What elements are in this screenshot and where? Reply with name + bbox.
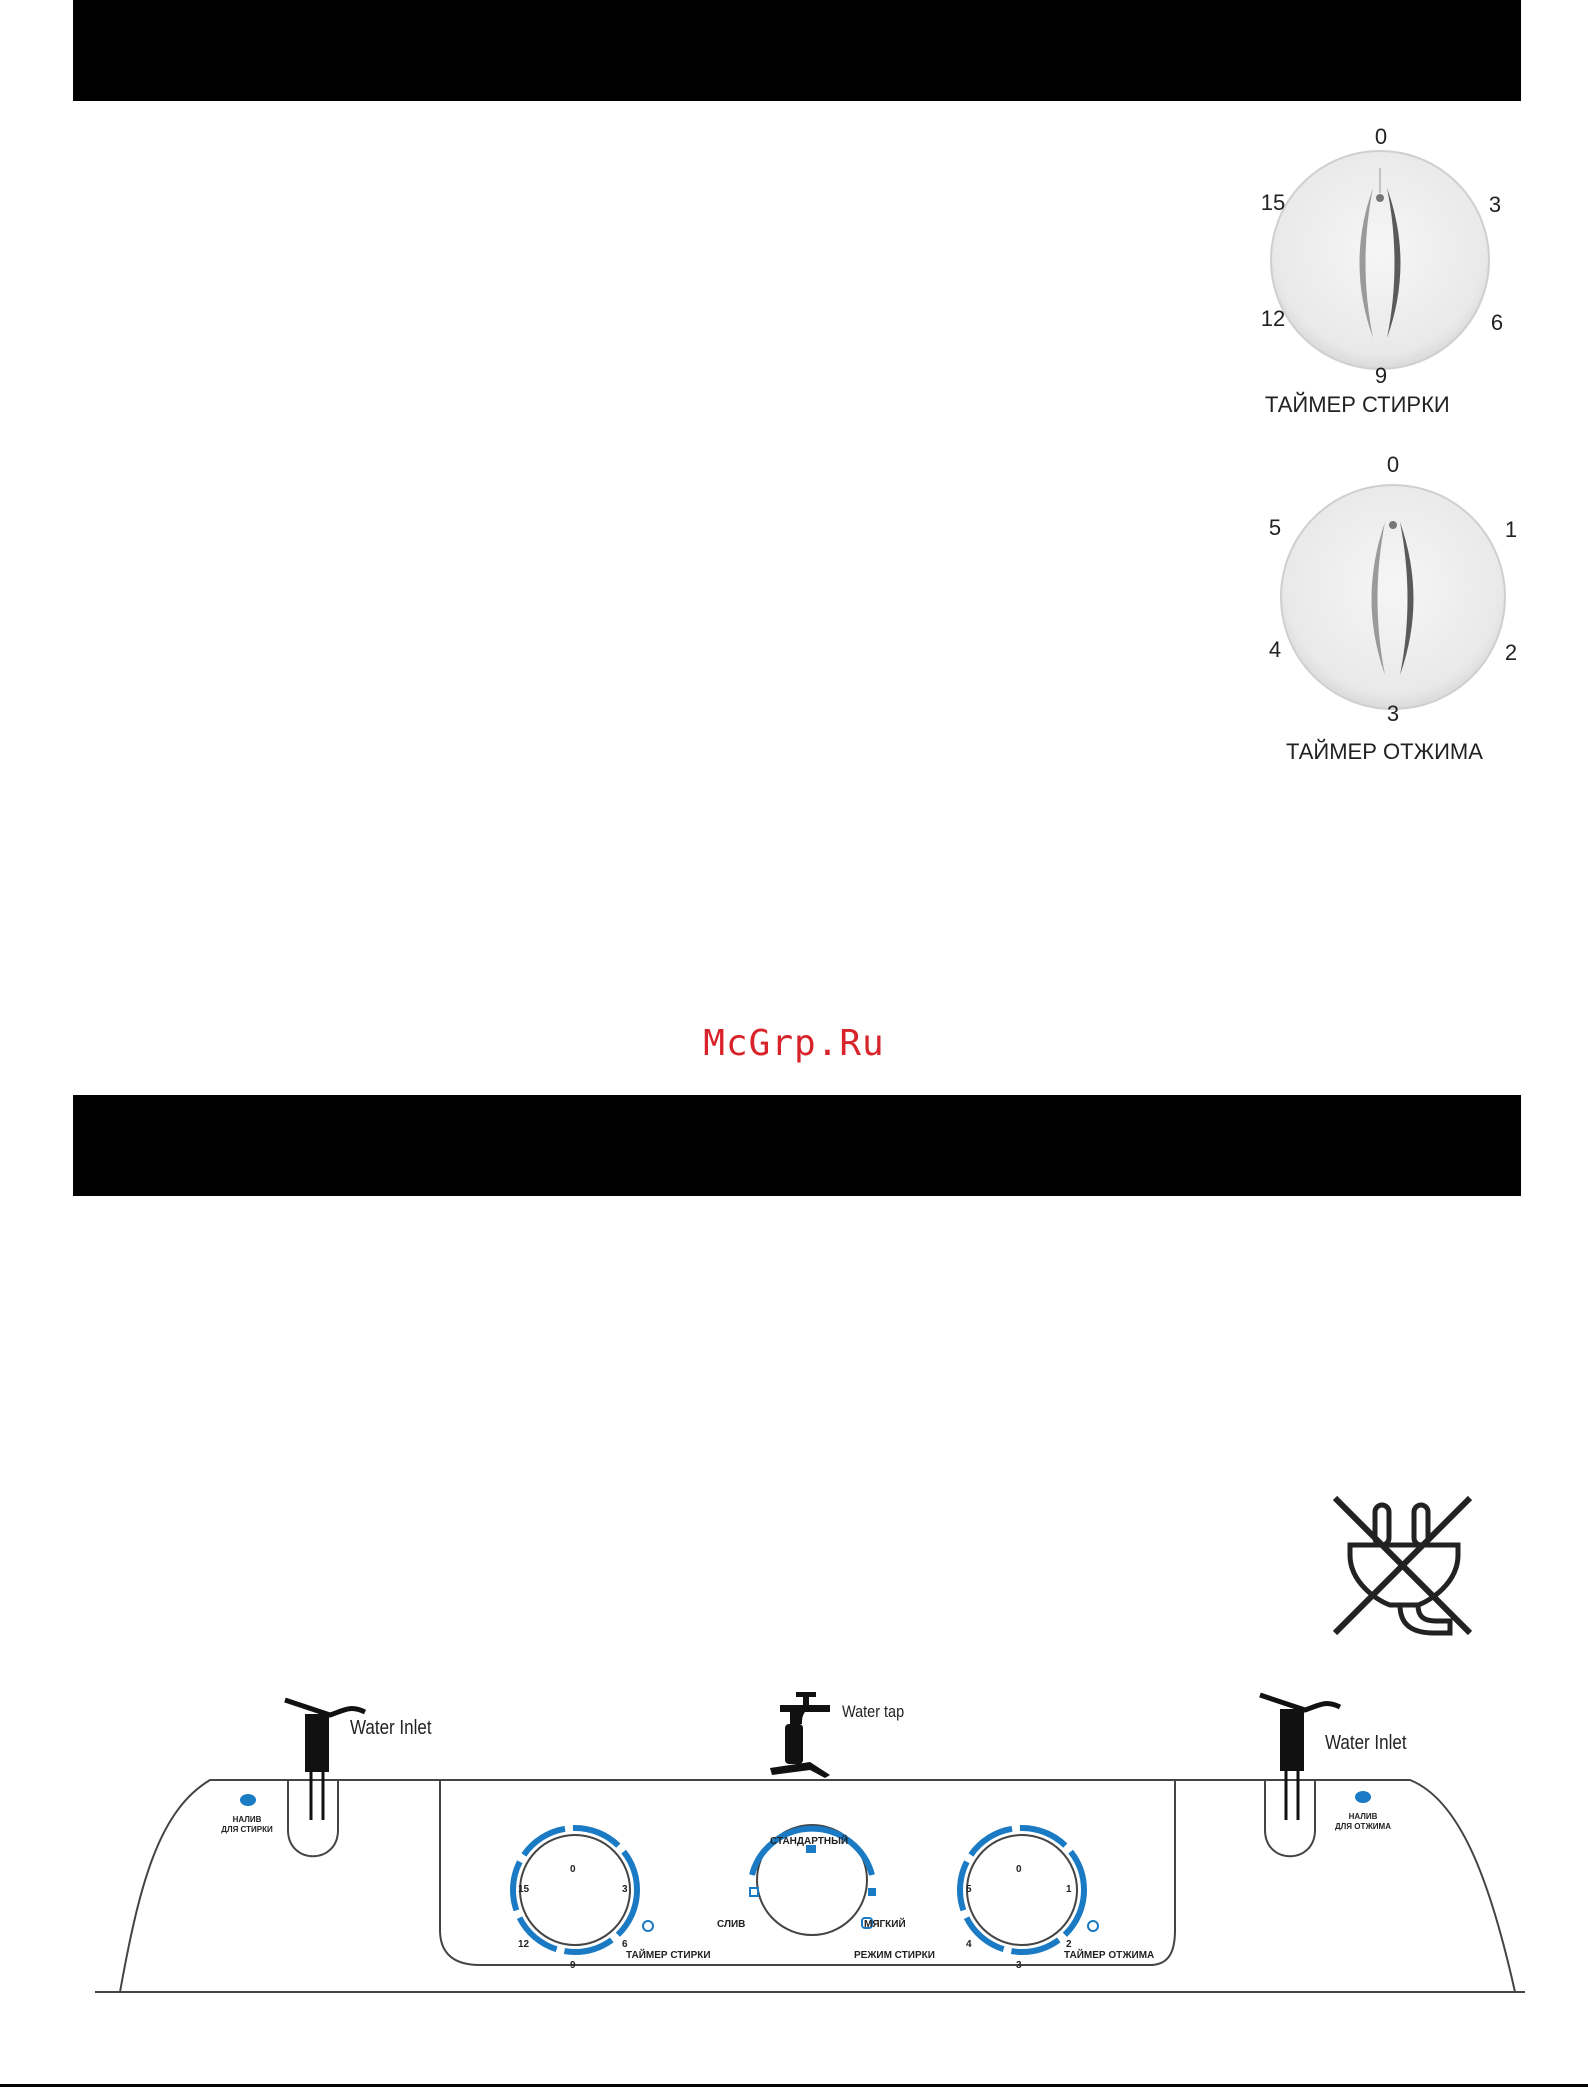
panel-wash-mark-9: 9: [570, 1960, 576, 1971]
mode-soft-label: МЯГКИЙ: [864, 1919, 906, 1930]
panel-spin-timer-label: ТАЙМЕР ОТЖИМА: [1064, 1950, 1155, 1961]
panel-wash-mark-3: 3: [622, 1884, 628, 1895]
mode-standard-label: СТАНДАРТНЫЙ: [770, 1836, 849, 1847]
wash-timer-dial: [1255, 118, 1515, 428]
wash-mark-3: 3: [1488, 192, 1502, 217]
wash-mark-15: 15: [1260, 190, 1286, 215]
mode-label: РЕЖИМ СТИРКИ: [854, 1950, 935, 1961]
panel-wash-mark-6: 6: [622, 1939, 628, 1950]
panel-wash-mark-12: 12: [518, 1939, 530, 1950]
inlet-spin-line1: НАЛИВ: [1348, 1812, 1378, 1821]
watermark: McGrp.Ru: [703, 1023, 885, 1064]
water-tap-label: Water tap: [842, 1702, 905, 1721]
spin-mark-4: 4: [1268, 637, 1282, 662]
header-bar-middle: [73, 1095, 1521, 1196]
spin-mark-1: 1: [1504, 517, 1518, 542]
spin-timer-dial: [1255, 447, 1525, 767]
panel-spin-mark-5: 5: [966, 1884, 972, 1895]
spin-mark-5: 5: [1268, 515, 1282, 540]
header-bar-top: [73, 0, 1521, 101]
panel-wash-timer-label: ТАЙМЕР СТИРКИ: [626, 1950, 711, 1961]
panel-spin-mark-2: 2: [1066, 1939, 1072, 1950]
inlet-wash-line1: НАЛИВ: [232, 1815, 262, 1824]
panel-spin-mark-3: 3: [1016, 1960, 1022, 1971]
wash-mark-12: 12: [1260, 306, 1286, 331]
water-inlet-left-label: Water Inlet: [350, 1717, 432, 1739]
footer-rule: [0, 2084, 1588, 2087]
spin-mark-3: 3: [1386, 701, 1400, 726]
mode-drain-label: СЛИВ: [717, 1919, 746, 1930]
spin-mark-0: 0: [1386, 452, 1400, 477]
wash-mark-9: 9: [1374, 363, 1388, 388]
spin-timer-title: ТАЙМЕР ОТЖИМА: [1286, 739, 1483, 764]
inlet-spin-line2: ДЛЯ ОТЖИМА: [1334, 1822, 1391, 1831]
inlet-spin-label: [1328, 1812, 1398, 1832]
inlet-wash-label: [212, 1815, 282, 1835]
panel-spin-mark-0: 0: [1016, 1864, 1022, 1875]
panel-spin-mark-1: 1: [1066, 1884, 1072, 1895]
panel-spin-mark-4: 4: [966, 1939, 972, 1950]
wash-timer-title: ТАЙМЕР СТИРКИ: [1265, 392, 1450, 417]
panel-wash-mark-15: 15: [518, 1884, 530, 1895]
water-inlet-right-label: Water Inlet: [1325, 1732, 1407, 1754]
wash-mark-0: 0: [1374, 124, 1388, 149]
no-plug-icon: [1330, 1493, 1480, 1643]
inlet-wash-line2: ДЛЯ СТИРКИ: [221, 1825, 273, 1834]
water-tap-icon: [770, 1692, 830, 1778]
spin-mark-2: 2: [1504, 640, 1518, 665]
panel-wash-mark-0: 0: [570, 1864, 576, 1875]
wash-mark-6: 6: [1490, 310, 1504, 335]
